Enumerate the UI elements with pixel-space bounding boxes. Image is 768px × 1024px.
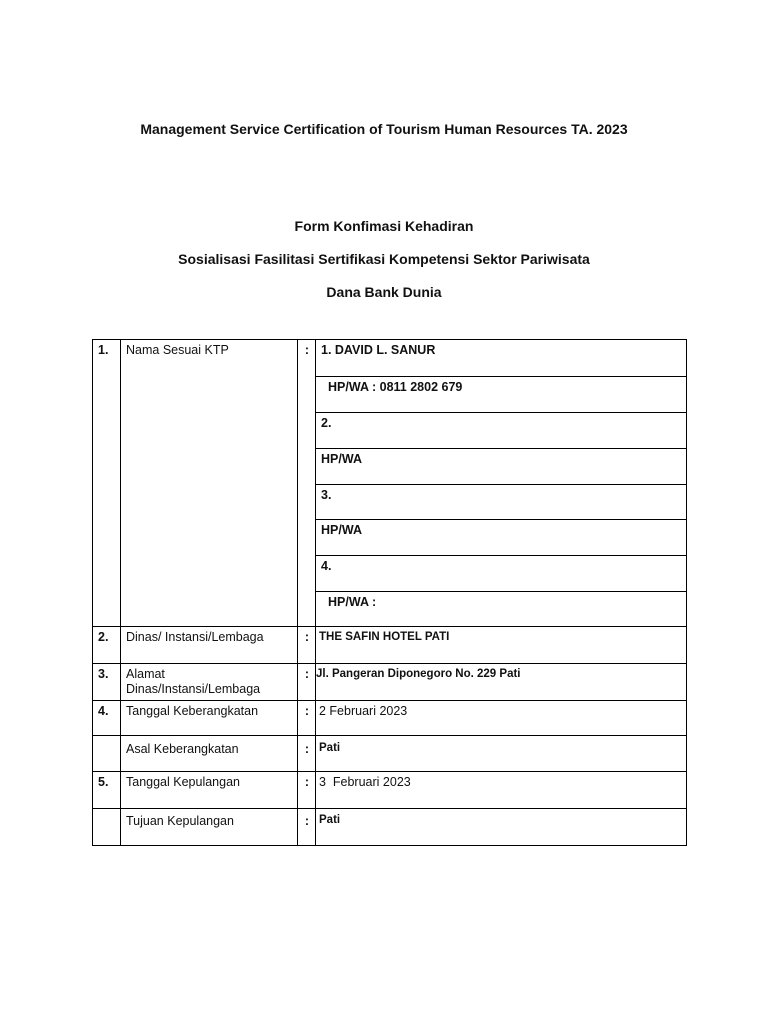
- table-row: [93, 701, 687, 736]
- colon-separator: :: [298, 736, 316, 772]
- phone-entry-1[interactable]: HP/WA : 0811 2802 679: [316, 377, 687, 413]
- field-label-return-destination: Tujuan Kepulangan: [121, 809, 298, 846]
- field-label-address: [121, 664, 298, 701]
- colon-separator: :: [298, 701, 316, 736]
- name-entry-2[interactable]: 2.: [316, 413, 687, 449]
- field-label-departure-date: Tanggal Keberangkatan: [121, 701, 298, 736]
- table-row: [93, 664, 687, 701]
- row-number: 2.: [93, 627, 121, 664]
- name-entry-1[interactable]: 1. DAVID L. SANUR: [316, 340, 687, 377]
- row-number: 3.: [93, 664, 121, 701]
- colon-separator: :: [298, 340, 316, 627]
- institution-value[interactable]: THE SAFIN HOTEL PATI: [316, 627, 687, 664]
- departure-date-value[interactable]: 2 Februari 2023: [316, 701, 687, 736]
- colon-separator: :: [298, 627, 316, 664]
- colon-separator: :: [298, 809, 316, 846]
- attendance-form-table: [92, 339, 687, 846]
- event-heading: Sosialisasi Fasilitasi Sertifikasi Kompetensi Sektor Pariwisata: [178, 251, 590, 267]
- field-label-departure-origin: Asal Keberangkatan: [121, 736, 298, 772]
- address-value[interactable]: Jl. Pangeran Diponegoro No. 229 Pati: [316, 664, 687, 701]
- address-label-line-1: Alamat: [126, 667, 165, 681]
- field-label-institution: Dinas/ Instansi/Lembaga: [121, 627, 298, 664]
- table-row: [93, 736, 687, 772]
- row-number: 4.: [93, 701, 121, 736]
- field-label-name: Nama Sesuai KTP: [121, 340, 298, 627]
- row-number: [93, 809, 121, 846]
- table-row: [93, 627, 687, 664]
- row-number: 5.: [93, 772, 121, 809]
- return-date-value[interactable]: 3 Februari 2023: [316, 772, 687, 809]
- address-label-line-2: Dinas/Instansi/Lembaga: [126, 682, 261, 696]
- phone-entry-3[interactable]: HP/WA: [316, 520, 687, 556]
- colon-separator: :: [298, 772, 316, 809]
- table-row: [93, 340, 687, 377]
- phone-entry-2[interactable]: HP/WA: [316, 449, 687, 485]
- row-number: [93, 736, 121, 772]
- phone-entry-4[interactable]: HP/WA :: [316, 592, 687, 627]
- document-title: Management Service Certification of Tourism Human Resources TA. 2023: [140, 121, 628, 137]
- table-row: [93, 772, 687, 809]
- funding-heading: Dana Bank Dunia: [326, 284, 442, 300]
- name-entry-3[interactable]: 3.: [316, 485, 687, 520]
- field-label-return-date: Tanggal Kepulangan: [121, 772, 298, 809]
- return-destination-value[interactable]: Pati: [316, 809, 687, 846]
- name-entry-4[interactable]: 4.: [316, 556, 687, 592]
- departure-origin-value[interactable]: Pati: [316, 736, 687, 772]
- form-heading: Form Konfimasi Kehadiran: [294, 218, 474, 234]
- row-number: 1.: [93, 340, 121, 627]
- table-row: [93, 809, 687, 846]
- colon-separator: :: [298, 664, 316, 701]
